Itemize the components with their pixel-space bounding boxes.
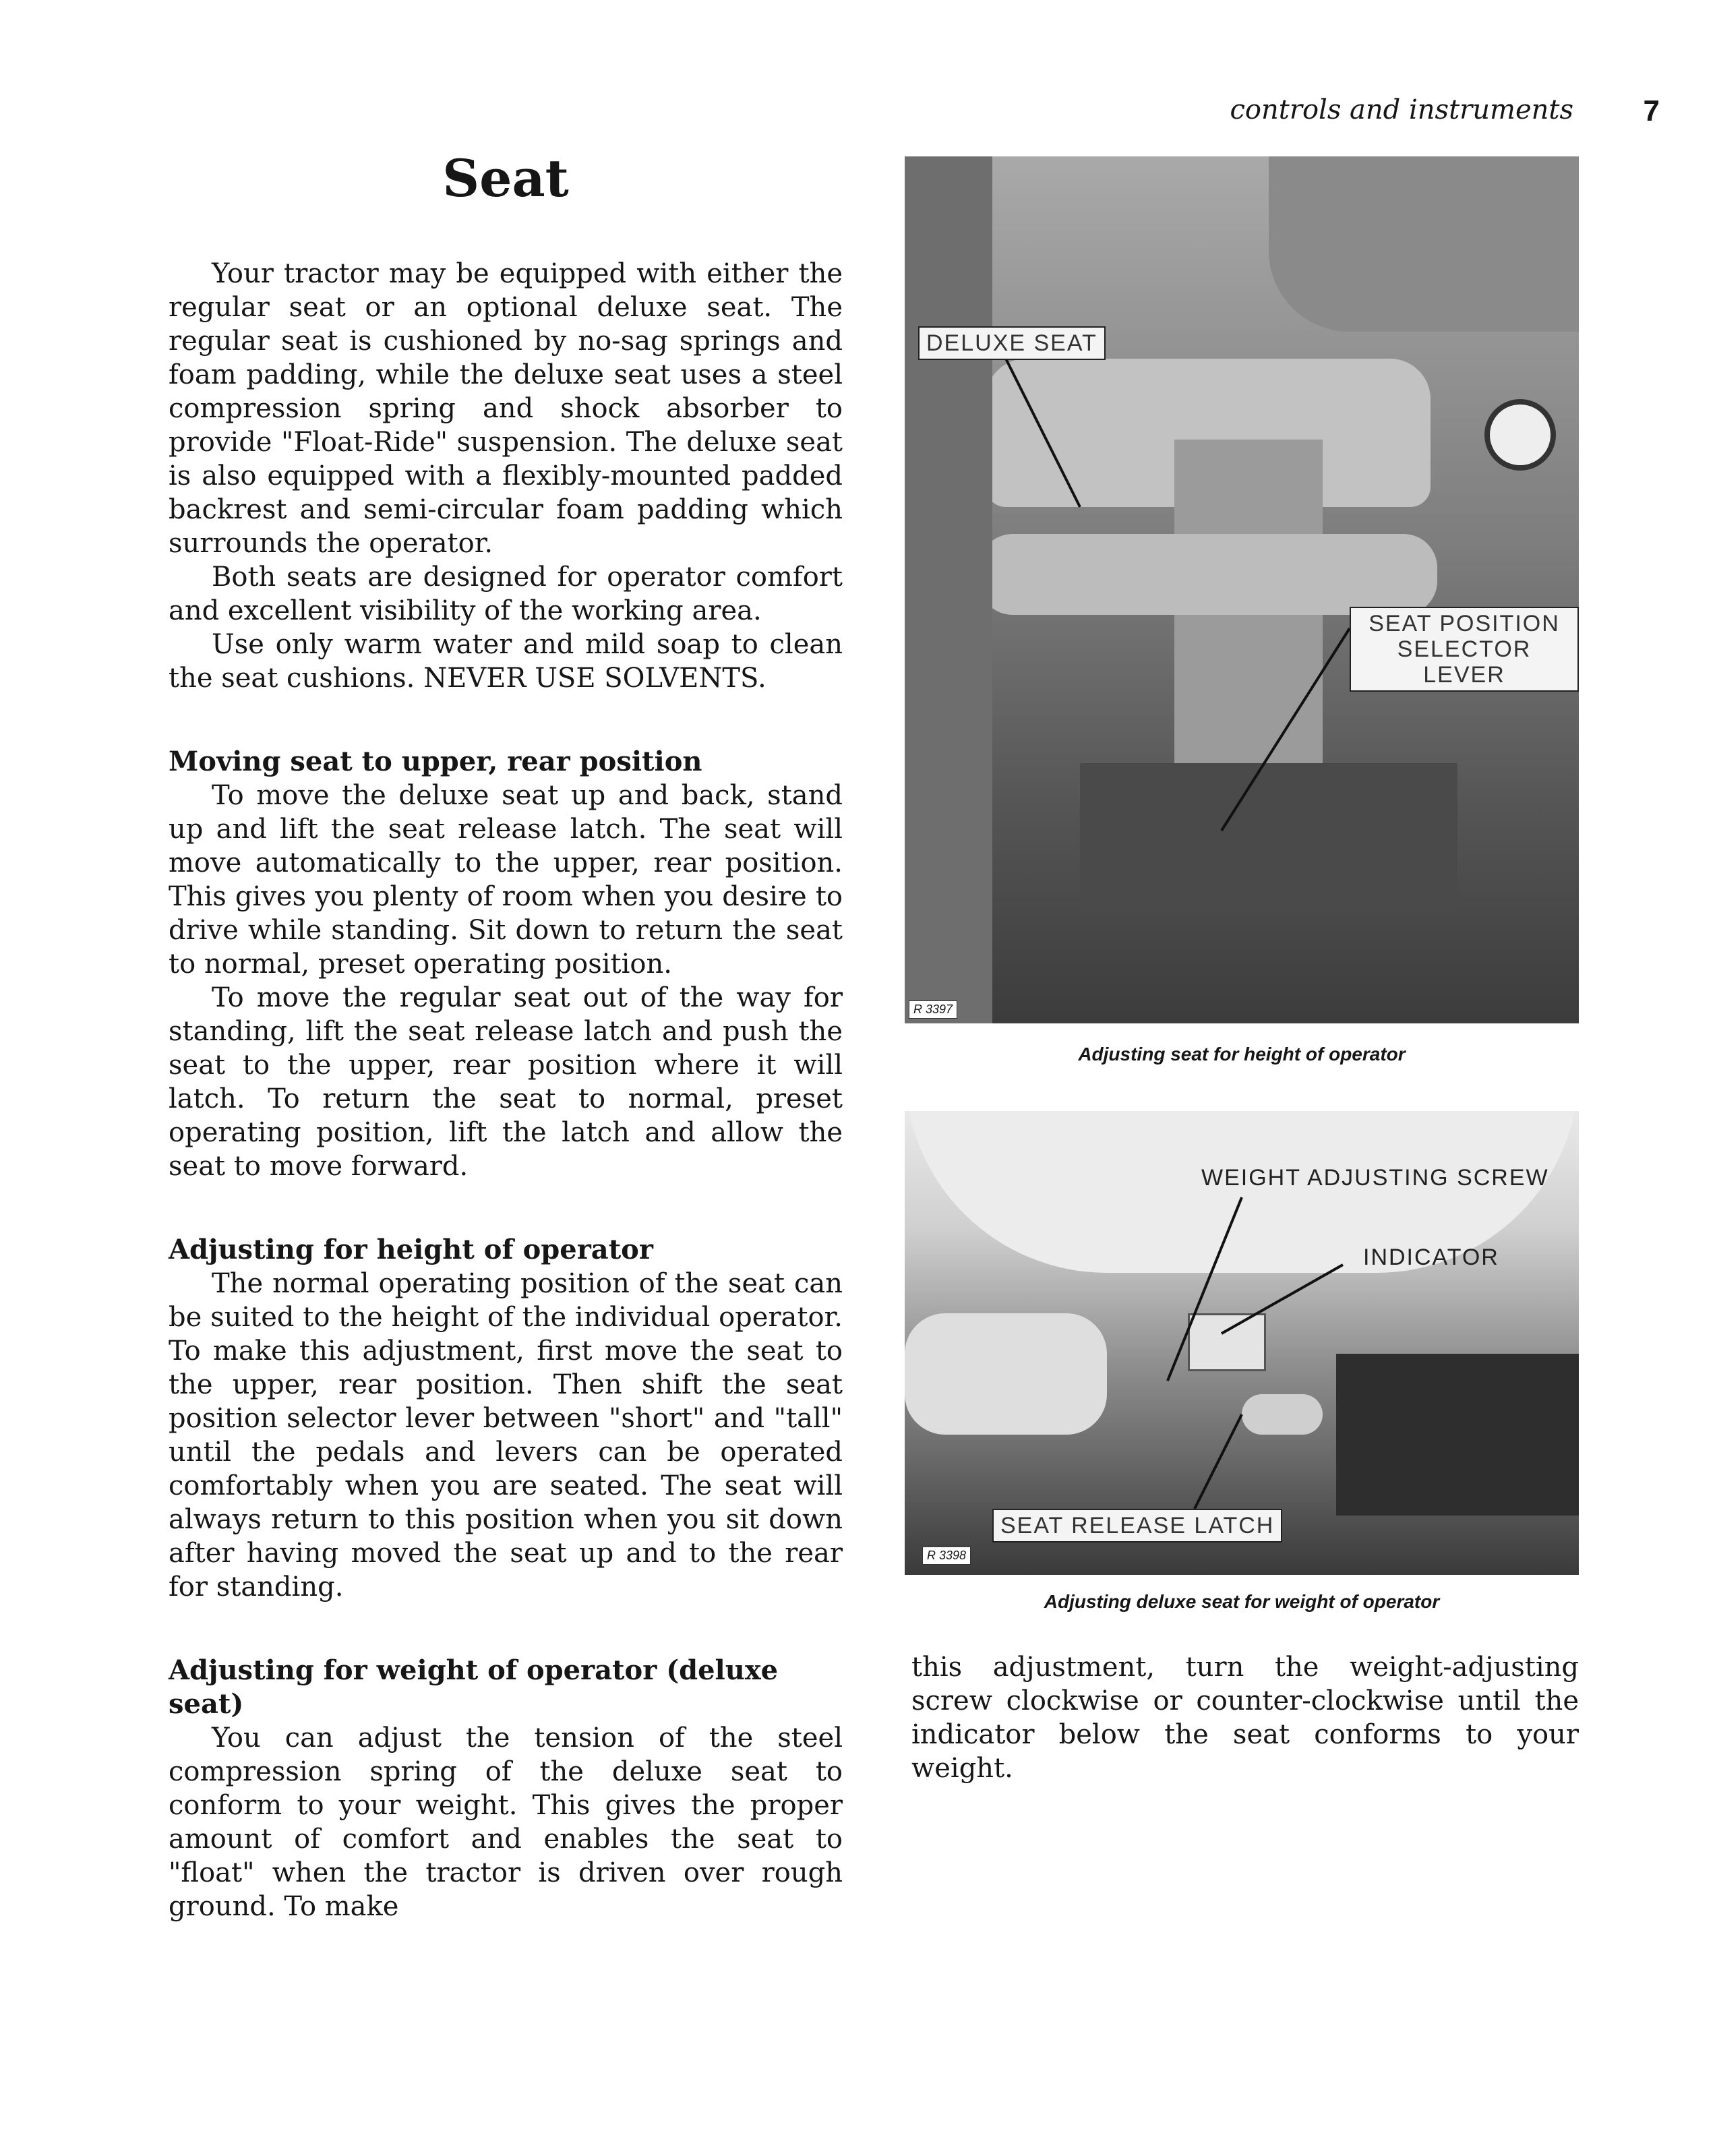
figure2-caption: Adjusting deluxe seat for weight of operator [1044, 1591, 1440, 1612]
moving-paragraph-2: To move the regular seat out of the way for standing, lift the seat release latch and push the seat to the upper, rear position where it will latch. To return the seat to normal, preset operating position, lift the latch and allow the seat to move forward. [169, 982, 843, 1182]
weight-screw-label: WEIGHT ADJUSTING SCREW [1201, 1165, 1549, 1191]
figure1-caption: Adjusting seat for height of operator [1078, 1044, 1406, 1065]
section-heading-weight: Adjusting for weight of operator (deluxe seat) [169, 1654, 779, 1720]
height-paragraph-1: The normal operating position of the seat can be suited to the height of the individual operator. To make this adjustment, first move the seat to the upper, rear position. Then shift the seat position selector lever between "short" and "tall" until the pedals and levers can be operated comfortably when you are seated. The seat will always return to this position when you sit down after having moved the seat up and to the rear for standing. [169, 1268, 843, 1603]
weight-paragraph-1: You can adjust the tension of the steel compression spring of the deluxe seat to conform to your weight. This gives the proper amount of comfort and enables the seat to "float" when the tractor is driven over rough ground. To make [169, 1723, 843, 1922]
release-latch-label: SEAT RELEASE LATCH [992, 1509, 1282, 1543]
page-title: Seat [442, 148, 569, 208]
selector-lever-label [1350, 607, 1579, 692]
intro-paragraph-3: Use only warm water and mild soap to clean the seat cushions. NEVER USE SOLVENTS. [169, 629, 843, 694]
seat-weight-photo [905, 1111, 1579, 1575]
right-column-text [911, 1650, 1579, 1785]
deluxe-seat-label: DELUXE SEAT [918, 326, 1106, 360]
intro-paragraph-2: Both seats are designed for operator comfort and excellent visibility of the working area. [169, 562, 843, 626]
page-number: 7 [1643, 94, 1660, 127]
intro-paragraph-1: Your tractor may be equipped with either the regular seat or an optional deluxe seat. The regular seat is cushioned by no-sag springs and foam padding, while the deluxe seat uses a steel compression spring and shock absorber to provide "Float-Ride" suspension. The deluxe seat is also equipped with a flexibly-mounted padded backrest and semi-circular foam padding which surrounds the operator. [169, 258, 843, 559]
selector-lever-label-line-1: SEAT POSITION [1368, 611, 1560, 636]
indicator-label: INDICATOR [1363, 1245, 1499, 1270]
running-head: controls and instruments [1230, 94, 1573, 125]
figure2-ref: R 3398 [922, 1547, 971, 1565]
section-heading-moving: Moving seat to upper, rear position [169, 746, 702, 777]
figure1-leader-lines [905, 156, 1579, 1023]
selector-lever-label-line-2: SELECTOR LEVER [1397, 636, 1532, 688]
figure1-ref: R 3397 [909, 1000, 957, 1019]
left-column [169, 148, 843, 1923]
section-heading-height: Adjusting for height of operator [169, 1234, 653, 1265]
weight-paragraph-continuation: this adjustment, turn the weight-adjusting screw clockwise or counter-clockwise until the indicator below the seat conforms to your weight. [911, 1652, 1579, 1784]
moving-paragraph-1: To move the deluxe seat up and back, stand up and lift the seat release latch. The seat will move automatically to the upper, rear position. This gives you plenty of room when you desire to drive while standing. Sit down to return the seat to normal, preset operating position. [169, 780, 843, 980]
seat-height-photo [905, 156, 1579, 1023]
